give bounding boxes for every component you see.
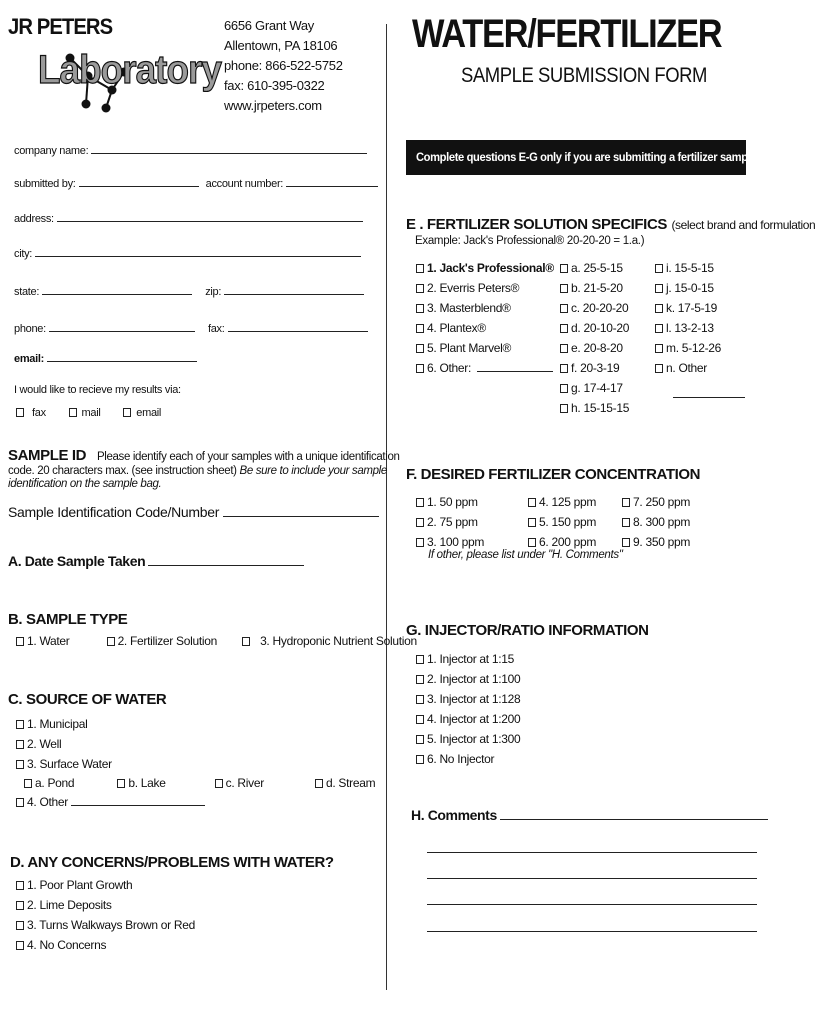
fertilizer-notice-banner	[406, 140, 757, 175]
formula-option	[655, 278, 745, 298]
sample-code-row	[8, 502, 379, 520]
concern-none	[16, 938, 106, 952]
brand-label: 5. Plant Marvel®	[427, 341, 512, 355]
poor-growth-checkbox[interactable]	[16, 881, 24, 890]
phone-field[interactable]	[49, 321, 195, 332]
hydroponic-label: 3. Hydroponic Nutrient Solution	[260, 634, 417, 648]
formula-option	[655, 338, 745, 358]
injector-label: 4. Injector at 1:200	[427, 712, 521, 726]
concentration-option	[622, 512, 690, 532]
poor-growth-label: 1. Poor Plant Growth	[27, 878, 133, 892]
injector-option	[416, 729, 520, 749]
formula-checkbox[interactable]	[560, 404, 568, 413]
no-concerns-label: 4. No Concerns	[27, 938, 107, 952]
formula-checkbox[interactable]	[655, 264, 663, 273]
fertilizer-solution-label: 2. Fertilizer Solution	[117, 634, 218, 648]
fertilizer-example: Example: Jack's Professional® 20-20-20 = 1.a.)	[415, 235, 645, 247]
formula-option	[560, 338, 629, 358]
formula-label: k. 17-5-19	[666, 301, 718, 315]
injector-label: 6. No Injector	[427, 752, 495, 766]
formula-checkbox[interactable]	[655, 324, 663, 333]
formula-label: i. 15-5-15	[666, 261, 714, 275]
source-municipal	[16, 717, 87, 731]
email-row	[14, 351, 197, 365]
concentration-label: 7. 250 ppm	[633, 495, 691, 509]
fertilizer-specifics-header	[406, 216, 815, 234]
injector-checkbox[interactable]	[416, 695, 424, 704]
injector-checkbox[interactable]	[416, 755, 424, 764]
logo-top-text: JR PETERS	[8, 14, 113, 39]
concentration-checkbox[interactable]	[416, 518, 424, 527]
phone-fax-row	[14, 321, 368, 335]
water-label: 1. Water	[27, 634, 70, 648]
brand-option	[416, 258, 554, 278]
injector-checkbox[interactable]	[416, 675, 424, 684]
brand-checkbox[interactable]	[416, 304, 424, 313]
comments-line-2[interactable]	[427, 852, 757, 853]
formula-checkbox[interactable]	[655, 364, 663, 373]
concentration-checkbox[interactable]	[622, 518, 630, 527]
other-brand-field[interactable]	[477, 361, 553, 372]
injector-checkbox[interactable]	[416, 655, 424, 664]
formula-option	[655, 298, 745, 318]
source-of-water-heading: C. SOURCE OF WATER	[8, 691, 167, 708]
lab-fax: fax: 610-395-0322	[224, 78, 325, 93]
formula-label: l. 13-2-13	[666, 321, 714, 335]
stream-label: d. Stream	[325, 776, 376, 790]
fertilizer-notice-text: Complete questions E-G only if you are submitting a fertilizer sample	[416, 150, 757, 164]
email-option-label: email	[136, 407, 162, 419]
injector-checkbox[interactable]	[416, 715, 424, 724]
river-label: c. River	[225, 776, 264, 790]
comments-row	[411, 807, 768, 823]
lime-deposits-label: 2. Lime Deposits	[27, 898, 112, 912]
concentration-label: 6. 200 ppm	[539, 535, 597, 549]
no-concerns-checkbox[interactable]	[16, 941, 24, 950]
concentration-option	[528, 492, 596, 512]
concentration-label: 3. 100 ppm	[427, 535, 485, 549]
zip-label: zip:	[205, 286, 222, 298]
lab-phone: phone: 866-522-5752	[224, 58, 343, 73]
concentration-col-3	[622, 492, 690, 552]
concentration-label: 4. 125 ppm	[539, 495, 597, 509]
municipal-label: 1. Municipal	[27, 717, 88, 731]
concentration-option	[416, 492, 484, 512]
formula-checkbox[interactable]	[560, 364, 568, 373]
formula-label: n. Other	[666, 361, 707, 375]
injector-option	[416, 709, 520, 729]
formula-list-1	[560, 258, 629, 418]
column-divider	[386, 24, 387, 990]
brand-checkbox[interactable]	[416, 264, 424, 273]
concentration-heading: F. DESIRED FERTILIZER CONCENTRATION	[406, 466, 701, 483]
formula-option	[655, 318, 745, 338]
lake-label: b. Lake	[128, 776, 166, 790]
formula-checkbox[interactable]	[560, 384, 568, 393]
concentration-checkbox[interactable]	[416, 498, 424, 507]
fax-option-label: fax	[32, 407, 46, 419]
formula-label: e. 20-8-20	[571, 341, 623, 355]
fertilizer-specifics-note: (select brand and formulation	[671, 218, 815, 232]
well-label: 2. Well	[27, 737, 62, 751]
fax-label: fax:	[207, 323, 225, 335]
formula-label: m. 5-12-26	[666, 341, 722, 355]
injector-heading: G. INJECTOR/RATIO INFORMATION	[406, 622, 649, 639]
injector-label: 5. Injector at 1:300	[427, 732, 521, 746]
address-line-1: 6656 Grant Way	[224, 18, 314, 33]
lab-address	[224, 16, 343, 116]
address-line-2: Allentown, PA 18106	[224, 38, 338, 53]
brand-checkbox[interactable]	[416, 284, 424, 293]
sample-id-instructions-2: code. 20 characters max. (see instruction sheet)	[8, 465, 237, 477]
formula-label: h. 15-15-15	[571, 401, 630, 415]
concern-walkways	[16, 918, 195, 932]
concentration-checkbox[interactable]	[528, 518, 536, 527]
stream-checkbox[interactable]	[315, 779, 323, 788]
submitted-by-label: submitted by:	[14, 178, 76, 190]
sample-type-options	[16, 634, 417, 648]
date-sample-field[interactable]	[148, 553, 304, 566]
surface-water-label: 3. Surface Water	[27, 757, 112, 771]
brand-option	[416, 298, 554, 318]
brand-checkbox[interactable]	[416, 364, 424, 373]
company-name-field[interactable]	[91, 143, 367, 154]
email-label: email:	[14, 353, 44, 365]
concern-lime	[16, 898, 112, 912]
comments-line-5[interactable]	[427, 931, 757, 932]
comments-line-1[interactable]	[500, 807, 768, 820]
lime-deposits-checkbox[interactable]	[16, 901, 24, 910]
lake-checkbox[interactable]	[117, 779, 125, 788]
formula-list-2	[655, 258, 745, 404]
sample-id-instructions-1: Please identify each of your samples with a unique identification	[96, 451, 400, 463]
other-formula-field[interactable]	[673, 387, 745, 398]
comments-line-4[interactable]	[427, 904, 757, 905]
city-field[interactable]	[35, 246, 361, 257]
injector-label: 3. Injector at 1:128	[427, 692, 521, 706]
formula-label: g. 17-4-17	[571, 381, 623, 395]
email-checkbox[interactable]	[123, 408, 131, 417]
concentration-checkbox[interactable]	[416, 538, 424, 547]
fax-field[interactable]	[228, 321, 368, 332]
hydroponic-checkbox[interactable]	[242, 637, 250, 646]
company-name-row	[14, 143, 367, 157]
lab-website[interactable]: www.jrpeters.com	[224, 98, 322, 113]
sample-id-section	[8, 447, 400, 490]
concentration-label: 2. 75 ppm	[427, 515, 478, 529]
surface-suboptions	[24, 776, 375, 790]
concentration-checkbox[interactable]	[528, 538, 536, 547]
formula-label: c. 20-20-20	[571, 301, 629, 315]
formula-label: d. 20-10-20	[571, 321, 630, 335]
email-field[interactable]	[47, 351, 197, 362]
sample-code-field[interactable]	[223, 502, 379, 517]
phone-label: phone:	[14, 323, 46, 335]
concentration-checkbox[interactable]	[528, 498, 536, 507]
city-label: city:	[14, 248, 33, 260]
concentration-label: 8. 300 ppm	[633, 515, 691, 529]
brand-option	[416, 358, 554, 378]
date-sample-heading: A. Date Sample Taken	[8, 553, 146, 569]
results-prompt: I would like to recieve my results via:	[14, 384, 181, 396]
formula-option	[655, 358, 745, 378]
well-checkbox[interactable]	[16, 740, 24, 749]
city-row	[14, 246, 361, 260]
formula-checkbox[interactable]	[560, 304, 568, 313]
concentration-label: 5. 150 ppm	[539, 515, 597, 529]
fax-checkbox[interactable]	[16, 408, 24, 417]
brand-label: 4. Plantex®	[427, 321, 486, 335]
other-source-label: 4. Other	[27, 795, 68, 809]
submitted-by-field[interactable]	[79, 176, 199, 187]
fertilizer-specifics-heading: E . FERTILIZER SOLUTION SPECIFICS	[406, 216, 667, 233]
concentration-checkbox[interactable]	[622, 538, 630, 547]
walkways-checkbox[interactable]	[16, 921, 24, 930]
address-label: address:	[14, 213, 54, 225]
concentration-option	[622, 492, 690, 512]
concentration-col-2	[528, 492, 596, 552]
formula-checkbox[interactable]	[560, 324, 568, 333]
formula-option	[560, 278, 629, 298]
injector-option	[416, 689, 520, 709]
formula-option	[560, 298, 629, 318]
formula-option	[560, 258, 629, 278]
formula-label: f. 20-3-19	[571, 361, 620, 375]
municipal-checkbox[interactable]	[16, 720, 24, 729]
formula-checkbox[interactable]	[655, 344, 663, 353]
formula-other-line-row	[655, 378, 745, 404]
logo-bottom-text: Laboratory	[38, 48, 222, 92]
results-options	[16, 407, 161, 419]
concentration-col-1	[416, 492, 484, 552]
concentration-checkbox[interactable]	[622, 498, 630, 507]
other-source-checkbox[interactable]	[16, 798, 24, 807]
formula-option	[655, 258, 745, 278]
formula-label: b. 21-5-20	[571, 281, 623, 295]
concentration-option	[622, 532, 690, 552]
sample-code-label: Sample Identification Code/Number	[8, 504, 220, 520]
brand-option	[416, 318, 554, 338]
water-checkbox[interactable]	[16, 637, 24, 646]
formula-label: j. 15-0-15	[666, 281, 714, 295]
comments-heading: H. Comments	[411, 807, 497, 823]
state-field[interactable]	[42, 284, 192, 295]
concentration-option	[528, 512, 596, 532]
brand-list	[416, 258, 554, 378]
brand-checkbox[interactable]	[416, 344, 424, 353]
brand-label: 2. Everris Peters®	[427, 281, 520, 295]
company-logo	[8, 14, 222, 110]
mail-checkbox[interactable]	[69, 408, 77, 417]
formula-option	[560, 378, 629, 398]
concentration-label: 1. 50 ppm	[427, 495, 478, 509]
fertilizer-solution-checkbox[interactable]	[107, 637, 115, 646]
brand-label: 6. Other:	[427, 361, 471, 375]
address-row	[14, 211, 363, 225]
pond-checkbox[interactable]	[24, 779, 32, 788]
form-title: WATER/FERTILIZER	[412, 12, 722, 56]
formula-option	[560, 318, 629, 338]
concentration-note: If other, please list under "H. Comments"	[428, 549, 623, 561]
sample-id-instructions-2b: Be sure to include your sample	[239, 465, 387, 477]
formula-option	[560, 398, 629, 418]
address-field[interactable]	[57, 211, 363, 222]
injector-label: 2. Injector at 1:100	[427, 672, 521, 686]
brand-label: 1. Jack's Professional®	[427, 261, 554, 275]
concentration-option	[416, 512, 484, 532]
formula-checkbox[interactable]	[560, 264, 568, 273]
mail-option-label: mail	[81, 407, 101, 419]
walkways-label: 3. Turns Walkways Brown or Red	[27, 918, 195, 932]
formula-option	[560, 358, 629, 378]
source-other	[16, 795, 205, 809]
injector-option	[416, 649, 520, 669]
formula-checkbox[interactable]	[655, 304, 663, 313]
pond-label: a. Pond	[35, 776, 75, 790]
injector-option	[416, 749, 520, 769]
source-surface	[16, 757, 112, 771]
injector-label: 1. Injector at 1:15	[427, 652, 515, 666]
sample-type-heading: B. SAMPLE TYPE	[8, 611, 128, 628]
sample-id-instructions-3: identification on the sample bag.	[8, 478, 162, 490]
account-number-label: account number:	[205, 178, 284, 190]
formula-label: a. 25-5-15	[571, 261, 623, 275]
brand-option	[416, 338, 554, 358]
concentration-label: 9. 350 ppm	[633, 535, 691, 549]
brand-checkbox[interactable]	[416, 324, 424, 333]
company-name-label: company name:	[14, 145, 89, 157]
account-number-field[interactable]	[286, 176, 378, 187]
zip-field[interactable]	[224, 284, 364, 295]
formula-checkbox[interactable]	[560, 344, 568, 353]
formula-checkbox[interactable]	[655, 284, 663, 293]
brand-option	[416, 278, 554, 298]
date-sample-row	[8, 553, 304, 569]
concerns-heading: D. ANY CONCERNS/PROBLEMS WITH WATER?	[10, 854, 334, 871]
river-checkbox[interactable]	[215, 779, 223, 788]
other-source-field[interactable]	[71, 795, 205, 806]
comments-line-3[interactable]	[427, 878, 757, 879]
source-well	[16, 737, 61, 751]
sample-id-heading: SAMPLE ID	[8, 447, 87, 464]
surface-water-checkbox[interactable]	[16, 760, 24, 769]
brand-label: 3. Masterblend®	[427, 301, 511, 315]
submitted-by-row	[14, 176, 378, 190]
concern-growth	[16, 878, 132, 892]
injector-options	[416, 649, 520, 769]
formula-checkbox[interactable]	[560, 284, 568, 293]
state-label: state:	[14, 286, 40, 298]
injector-option	[416, 669, 520, 689]
injector-checkbox[interactable]	[416, 735, 424, 744]
form-subtitle: SAMPLE SUBMISSION FORM	[461, 64, 708, 87]
state-zip-row	[14, 284, 364, 298]
